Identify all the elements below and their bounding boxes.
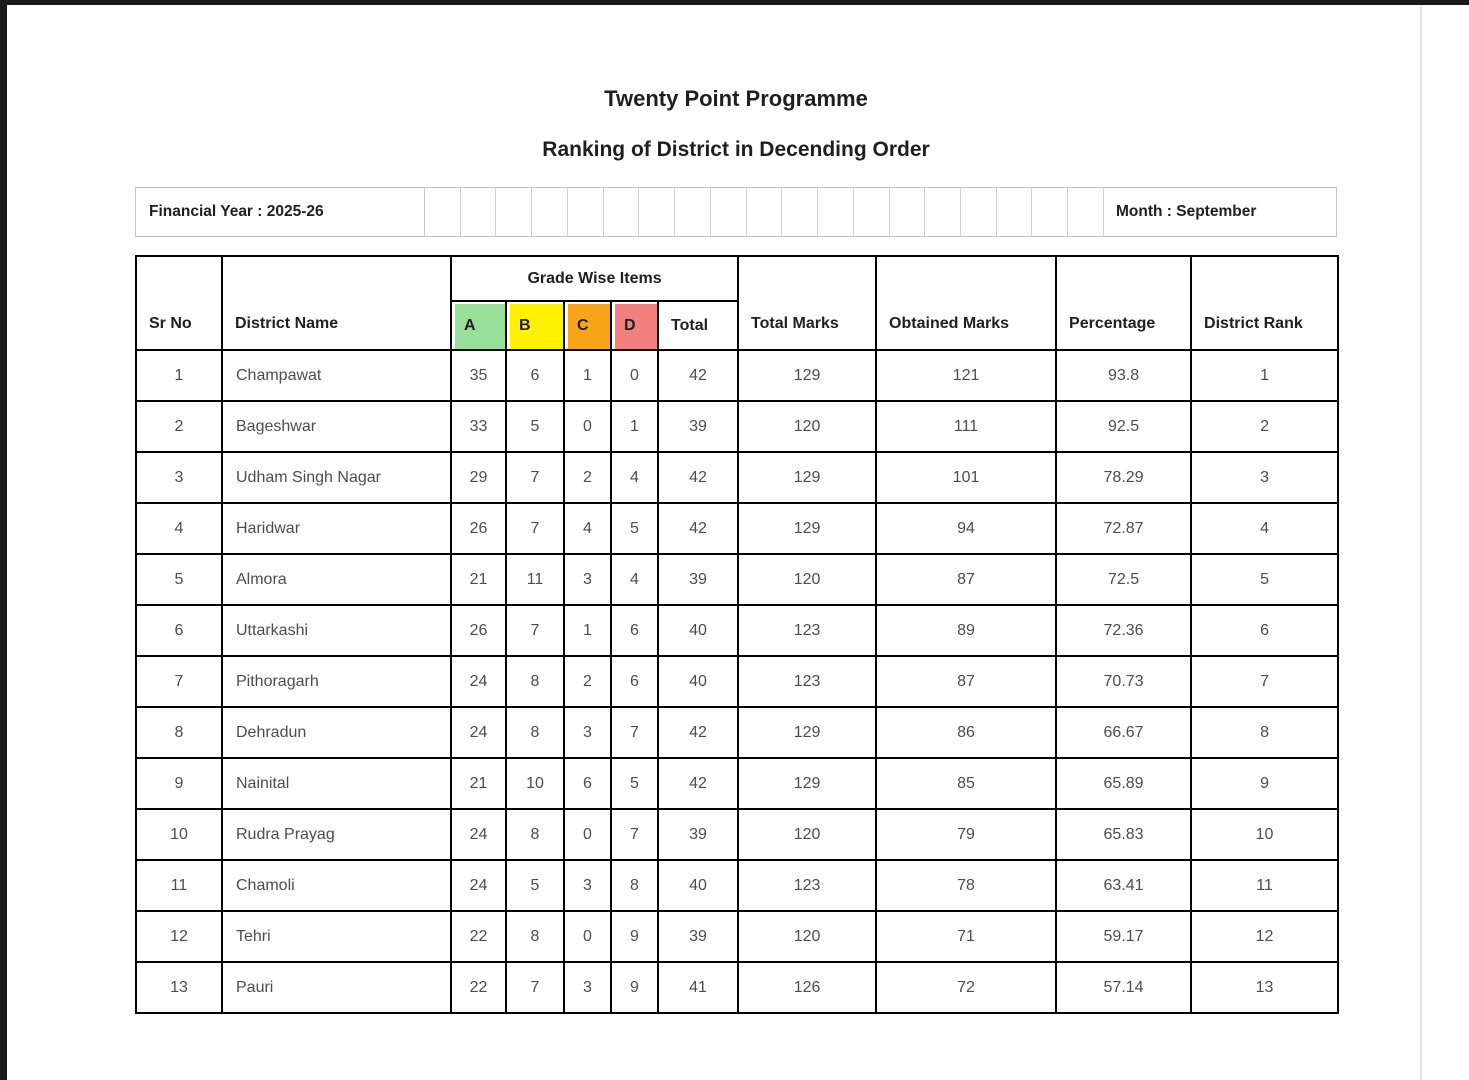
cell-percentage: 72.36 <box>1056 605 1191 656</box>
cell-a: 24 <box>451 707 506 758</box>
cell-total: 40 <box>658 656 738 707</box>
header-grade-c: C <box>564 301 611 350</box>
page-edge-line <box>1420 5 1422 1080</box>
cell-obtained-marks: 79 <box>876 809 1056 860</box>
cell-a: 24 <box>451 809 506 860</box>
cell-obtained-marks: 87 <box>876 656 1056 707</box>
cell-total: 39 <box>658 911 738 962</box>
financial-year-bar <box>135 187 1337 237</box>
cell-district: Pithoragarh <box>222 656 451 707</box>
cell-district: Udham Singh Nagar <box>222 452 451 503</box>
cell-rank: 8 <box>1191 707 1338 758</box>
cell-total: 41 <box>658 962 738 1013</box>
left-border-strip <box>0 0 7 1080</box>
cell-b: 8 <box>506 707 564 758</box>
empty-cell <box>639 188 675 236</box>
header-grade-b: B <box>506 301 564 350</box>
cell-sr-no: 7 <box>136 656 222 707</box>
header-district-name: District Name <box>222 256 451 350</box>
cell-d: 9 <box>611 962 658 1013</box>
cell-b: 6 <box>506 350 564 401</box>
cell-percentage: 72.5 <box>1056 554 1191 605</box>
cell-d: 1 <box>611 401 658 452</box>
cell-obtained-marks: 94 <box>876 503 1056 554</box>
cell-a: 22 <box>451 962 506 1013</box>
cell-percentage: 63.41 <box>1056 860 1191 911</box>
cell-rank: 13 <box>1191 962 1338 1013</box>
table-row <box>136 860 1338 911</box>
cell-obtained-marks: 111 <box>876 401 1056 452</box>
header-row-group <box>136 256 1338 301</box>
empty-cell <box>711 188 747 236</box>
header-grade-wise-items: Grade Wise Items <box>451 256 738 301</box>
cell-a: 24 <box>451 656 506 707</box>
cell-rank: 7 <box>1191 656 1338 707</box>
cell-sr-no: 12 <box>136 911 222 962</box>
table-row <box>136 758 1338 809</box>
cell-b: 11 <box>506 554 564 605</box>
empty-cell <box>890 188 926 236</box>
cell-d: 5 <box>611 758 658 809</box>
cell-percentage: 70.73 <box>1056 656 1191 707</box>
empty-cell <box>782 188 818 236</box>
header-obtained-marks: Obtained Marks <box>876 256 1056 350</box>
table-row <box>136 656 1338 707</box>
cell-rank: 6 <box>1191 605 1338 656</box>
cell-sr-no: 2 <box>136 401 222 452</box>
cell-district: Chamoli <box>222 860 451 911</box>
cell-d: 6 <box>611 605 658 656</box>
empty-cell <box>604 188 640 236</box>
cell-total-marks: 120 <box>738 809 876 860</box>
cell-percentage: 65.83 <box>1056 809 1191 860</box>
cell-total-marks: 123 <box>738 860 876 911</box>
cell-b: 5 <box>506 860 564 911</box>
cell-sr-no: 8 <box>136 707 222 758</box>
cell-c: 3 <box>564 707 611 758</box>
cell-rank: 9 <box>1191 758 1338 809</box>
cell-total-marks: 126 <box>738 962 876 1013</box>
cell-district: Tehri <box>222 911 451 962</box>
cell-total: 39 <box>658 809 738 860</box>
cell-a: 35 <box>451 350 506 401</box>
cell-total-marks: 129 <box>738 758 876 809</box>
cell-sr-no: 11 <box>136 860 222 911</box>
cell-sr-no: 3 <box>136 452 222 503</box>
cell-percentage: 92.5 <box>1056 401 1191 452</box>
cell-a: 29 <box>451 452 506 503</box>
cell-district: Dehradun <box>222 707 451 758</box>
cell-total: 42 <box>658 503 738 554</box>
cell-sr-no: 5 <box>136 554 222 605</box>
cell-b: 5 <box>506 401 564 452</box>
cell-b: 10 <box>506 758 564 809</box>
cell-district: Bageshwar <box>222 401 451 452</box>
cell-c: 0 <box>564 911 611 962</box>
cell-total-marks: 129 <box>738 452 876 503</box>
empty-cell <box>532 188 568 236</box>
empty-cell <box>568 188 604 236</box>
cell-district: Haridwar <box>222 503 451 554</box>
header-percentage: Percentage <box>1056 256 1191 350</box>
cell-percentage: 93.8 <box>1056 350 1191 401</box>
cell-total: 42 <box>658 452 738 503</box>
table-body <box>136 350 1338 1013</box>
cell-district: Pauri <box>222 962 451 1013</box>
empty-cell <box>675 188 711 236</box>
cell-percentage: 65.89 <box>1056 758 1191 809</box>
cell-percentage: 78.29 <box>1056 452 1191 503</box>
cell-c: 3 <box>564 554 611 605</box>
empty-cell <box>747 188 783 236</box>
cell-b: 7 <box>506 605 564 656</box>
table-row <box>136 554 1338 605</box>
cell-sr-no: 10 <box>136 809 222 860</box>
table-row <box>136 350 1338 401</box>
cell-district: Almora <box>222 554 451 605</box>
cell-total: 42 <box>658 758 738 809</box>
cell-a: 22 <box>451 911 506 962</box>
cell-rank: 5 <box>1191 554 1338 605</box>
financial-year-label: Financial Year : 2025-26 <box>136 188 425 236</box>
table-row <box>136 962 1338 1013</box>
cell-rank: 2 <box>1191 401 1338 452</box>
empty-cell <box>1068 188 1104 236</box>
cell-a: 26 <box>451 605 506 656</box>
cell-d: 0 <box>611 350 658 401</box>
cell-rank: 12 <box>1191 911 1338 962</box>
empty-cell <box>925 188 961 236</box>
empty-cell <box>961 188 997 236</box>
cell-total-marks: 120 <box>738 911 876 962</box>
cell-c: 3 <box>564 962 611 1013</box>
cell-c: 0 <box>564 401 611 452</box>
cell-c: 3 <box>564 860 611 911</box>
cell-d: 6 <box>611 656 658 707</box>
table-row <box>136 452 1338 503</box>
cell-obtained-marks: 78 <box>876 860 1056 911</box>
cell-c: 2 <box>564 656 611 707</box>
table-row <box>136 809 1338 860</box>
cell-total: 39 <box>658 554 738 605</box>
table-row <box>136 401 1338 452</box>
cell-b: 7 <box>506 962 564 1013</box>
empty-cell <box>461 188 497 236</box>
cell-obtained-marks: 121 <box>876 350 1056 401</box>
cell-b: 7 <box>506 452 564 503</box>
cell-total-marks: 129 <box>738 503 876 554</box>
cell-a: 26 <box>451 503 506 554</box>
cell-a: 21 <box>451 758 506 809</box>
empty-cell <box>854 188 890 236</box>
cell-obtained-marks: 86 <box>876 707 1056 758</box>
table-row <box>136 911 1338 962</box>
cell-total-marks: 123 <box>738 656 876 707</box>
cell-c: 2 <box>564 452 611 503</box>
cell-a: 21 <box>451 554 506 605</box>
cell-d: 4 <box>611 554 658 605</box>
cell-total-marks: 129 <box>738 707 876 758</box>
cell-d: 7 <box>611 707 658 758</box>
page-subtitle: Ranking of District in Decending Order <box>542 138 930 161</box>
month-label: Month : September <box>1116 203 1257 220</box>
page-title: Twenty Point Programme <box>604 86 868 111</box>
empty-cell <box>425 188 461 236</box>
header-grade-a: A <box>451 301 506 350</box>
cell-rank: 1 <box>1191 350 1338 401</box>
cell-c: 4 <box>564 503 611 554</box>
cell-percentage: 72.87 <box>1056 503 1191 554</box>
cell-sr-no: 9 <box>136 758 222 809</box>
cell-b: 8 <box>506 809 564 860</box>
empty-cells-strip <box>425 188 1104 236</box>
cell-total-marks: 120 <box>738 554 876 605</box>
cell-total: 40 <box>658 605 738 656</box>
cell-percentage: 66.67 <box>1056 707 1191 758</box>
cell-obtained-marks: 89 <box>876 605 1056 656</box>
cell-b: 7 <box>506 503 564 554</box>
table-row <box>136 707 1338 758</box>
cell-sr-no: 6 <box>136 605 222 656</box>
empty-cell <box>496 188 532 236</box>
cell-total-marks: 129 <box>738 350 876 401</box>
cell-c: 0 <box>564 809 611 860</box>
cell-d: 8 <box>611 860 658 911</box>
cell-d: 9 <box>611 911 658 962</box>
header-district-rank: District Rank <box>1191 256 1338 350</box>
cell-total-marks: 123 <box>738 605 876 656</box>
cell-district: Champawat <box>222 350 451 401</box>
district-ranking-table <box>135 255 1339 1014</box>
empty-cell <box>997 188 1033 236</box>
cell-obtained-marks: 71 <box>876 911 1056 962</box>
cell-rank: 3 <box>1191 452 1338 503</box>
cell-rank: 11 <box>1191 860 1338 911</box>
cell-obtained-marks: 72 <box>876 962 1056 1013</box>
cell-d: 5 <box>611 503 658 554</box>
cell-rank: 4 <box>1191 503 1338 554</box>
cell-district: Uttarkashi <box>222 605 451 656</box>
header-sr-no: Sr No <box>136 256 222 350</box>
cell-district: Nainital <box>222 758 451 809</box>
cell-a: 33 <box>451 401 506 452</box>
table-row <box>136 605 1338 656</box>
cell-total: 40 <box>658 860 738 911</box>
cell-d: 7 <box>611 809 658 860</box>
cell-b: 8 <box>506 656 564 707</box>
cell-c: 1 <box>564 350 611 401</box>
cell-obtained-marks: 87 <box>876 554 1056 605</box>
cell-rank: 10 <box>1191 809 1338 860</box>
header-grade-d: D <box>611 301 658 350</box>
cell-sr-no: 1 <box>136 350 222 401</box>
header-total-marks: Total Marks <box>738 256 876 350</box>
cell-percentage: 57.14 <box>1056 962 1191 1013</box>
cell-c: 1 <box>564 605 611 656</box>
cell-obtained-marks: 101 <box>876 452 1056 503</box>
cell-c: 6 <box>564 758 611 809</box>
cell-b: 8 <box>506 911 564 962</box>
header-grade-total: Total <box>658 301 738 350</box>
cell-total: 42 <box>658 350 738 401</box>
table-row <box>136 503 1338 554</box>
cell-sr-no: 4 <box>136 503 222 554</box>
cell-total: 42 <box>658 707 738 758</box>
cell-district: Rudra Prayag <box>222 809 451 860</box>
cell-obtained-marks: 85 <box>876 758 1056 809</box>
cell-total-marks: 120 <box>738 401 876 452</box>
cell-total: 39 <box>658 401 738 452</box>
empty-cell <box>1032 188 1068 236</box>
cell-percentage: 59.17 <box>1056 911 1191 962</box>
report-content <box>135 0 1337 1014</box>
cell-a: 24 <box>451 860 506 911</box>
cell-d: 4 <box>611 452 658 503</box>
cell-sr-no: 13 <box>136 962 222 1013</box>
empty-cell <box>818 188 854 236</box>
